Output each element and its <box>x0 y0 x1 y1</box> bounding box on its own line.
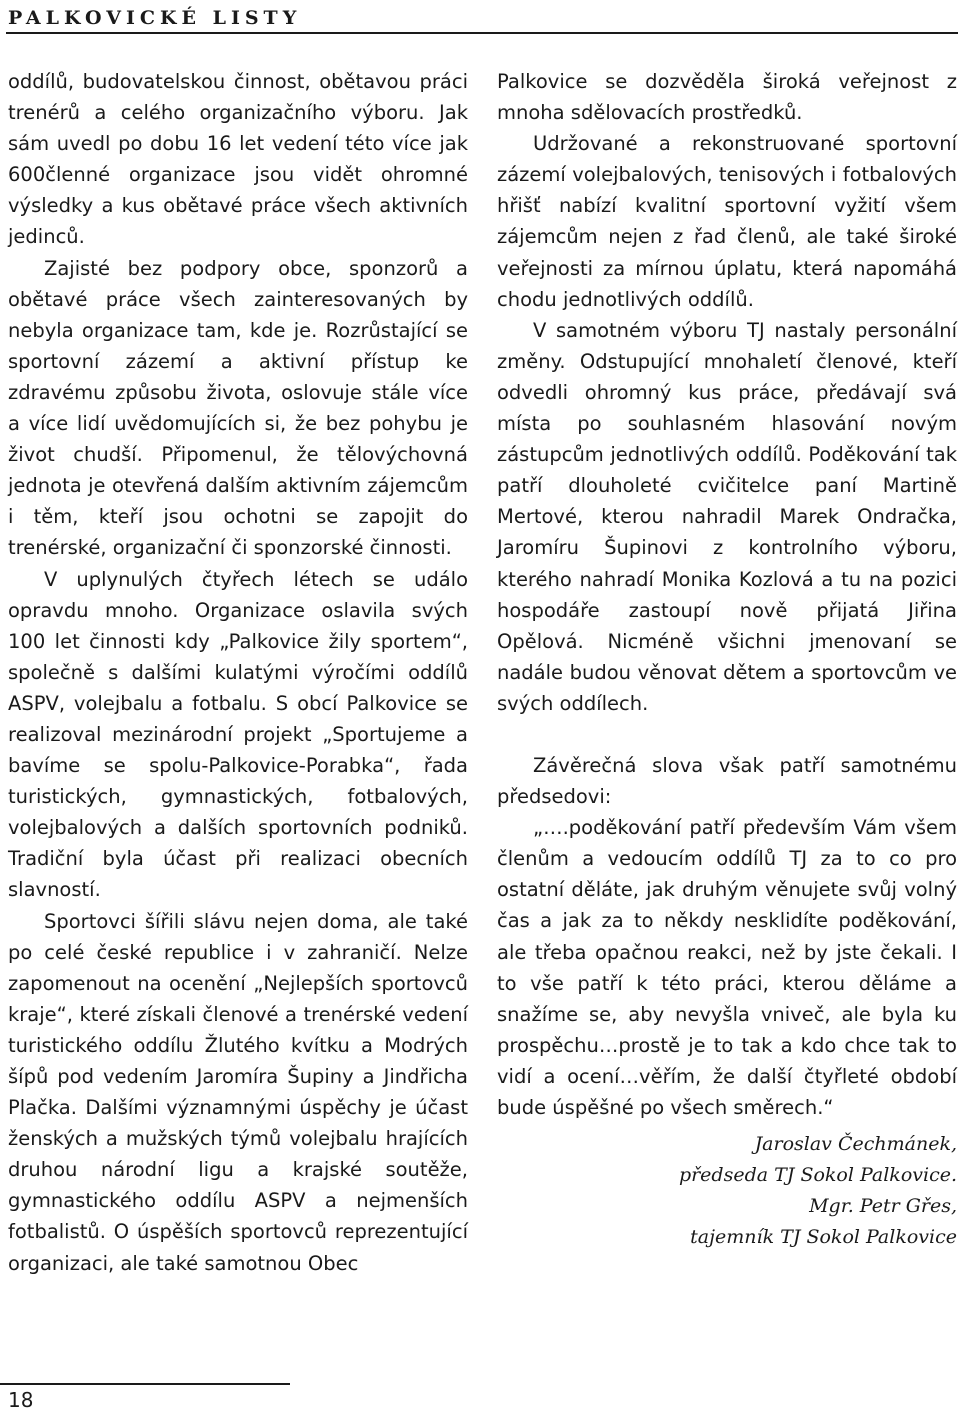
paragraph: Sportovci šířili slávu nejen doma, ale také po celé české republice i v zahraničí. Nelze zapomenout na ocenění „Nejlepších sportovců kraje“, které získali členové a trenérské vedení turistického oddílu Žlutého kvítku a Modrých šípů pod vedením Jaromíra Šupiny a Jindřicha Plačka. Dalšími významnými úspěchy je účast ženských a mužských týmů volejbalu hrajících druhou národní ligu a krajské soutěže, gymnastického oddílu ASPV a nejmenších fotbalistů. O úspěších sportovců reprezentující organizaci, ale také samotnou Obec <box>8 909 468 1275</box>
paragraph: Udržované a rekonstruované sportovní zázemí volejbalových, tenisových i fotbalových hřišť nabízí kvalitní sportovní vyžití všem zájemcům nejen z řad členů, ale také široké veřejnosti za mírnou úplatu, která napomáhá chodu jednotlivých oddílů. <box>497 132 957 311</box>
quote-paragraph: „….poděkování patří především Vám všem členům a vedoucím oddílů TJ za to co pro ostatní děláte, jak druhým věnujete svůj volný čas a jak za to někdy nesklidíte poděkování, ale třeba opačnou reakci, než by jste čekali. I to vše patří k této práci, kterou děláme a snažíme se, aby nevyšla vniveč, ale byla ku prospěchu…prostě je to tak a kdo chce tak to vidí a ocení…věřím, že další čtyřleté období bude úspěšné po všech směrech.“ <box>497 816 957 1119</box>
footer-rule <box>0 1383 290 1385</box>
publication-title: PALKOVICKÉ LISTY <box>8 7 309 29</box>
page-header <box>6 4 958 34</box>
paragraph: Zajisté bez podpory obce, sponzorů a obětavé práce všech zainteresovaných by nebyla organizace tam, kde je. Rozrůstající se sportovní zázemí a aktivní přístup ke zdravému způsobu života, oslovuje stále více a více lidí uvědomujících si, že bez pohybu je život chudší. Připomenul, že tělovýchovná jednota je otevřená dalším aktivním zájemcům i těm, kteří jsou ochotni se zapojit do trenérské, organizační či sponzorské činnosti. <box>8 256 468 560</box>
page-number: 18 <box>8 1388 34 1412</box>
signature-name: Jaroslav Čechmánek, <box>754 1133 957 1156</box>
right-column <box>497 66 957 1253</box>
paragraph: V uplynulých čtyřech létech se událo opravdu mnoho. Organizace oslavila svých 100 let činnosti kdy „Palkovice žily sportem“, společně s dalšími kulatými výročími oddílů ASPV, volejbalu a fotbalu. S obcí Palkovice se realizoval mezinárodní projekt „Sportujeme a bavíme se spolu-Palkovice-Porabka“, řada turistických, gymnastických, fotbalových, volejbalových a dalších sportovních podniků. Tradiční byla účast při realizaci obecních slavností. <box>8 567 468 902</box>
signature-role: tajemník TJ Sokol Palkovice <box>690 1226 957 1249</box>
spacer <box>497 719 957 750</box>
paragraph: oddílů, budovatelskou činnost, obětavou práci trenérů a celého organizačního výboru. Jak sám uvedl po dobu 16 let vedení této více jak 600členné organizace jsou vidět ohromné výsledky a kus obětavé práce všech aktivních jedinců. <box>8 70 468 249</box>
left-column <box>8 66 468 1279</box>
header-rule <box>6 32 958 34</box>
paragraph: Palkovice se dozvěděla široká veřejnost z mnoha sdělovacích prostředků. <box>497 70 957 125</box>
paragraph: V samotném výboru TJ nastaly personální změny. Odstupující mnohaletí členové, kteří odvedli ohromný kus práce, předávají svá místa po souhlasném hlasování novým zástupcům jednotlivých oddílů. Poděkování tak patří dlouholeté cvičitelce paní Martině Mertové, kterou nahradil Marek Ondračka, Jaromíru Šupinovi z kontrolního výboru, kterého nahradí Monika Kozlová a tu na pozici hospodáře zastoupí nově přijatá Jiřina Opělová. Nicméně všichni jmenovaní se nadále budou věnovat dětem a sportovcům ve svých oddílech. <box>497 318 957 715</box>
signature-name: Mgr. Petr Gřes, <box>809 1195 957 1218</box>
paragraph: Závěrečná slova však patří samotnému předsedovi: <box>497 753 957 809</box>
signature-role: předseda TJ Sokol Palkovice. <box>678 1164 957 1187</box>
